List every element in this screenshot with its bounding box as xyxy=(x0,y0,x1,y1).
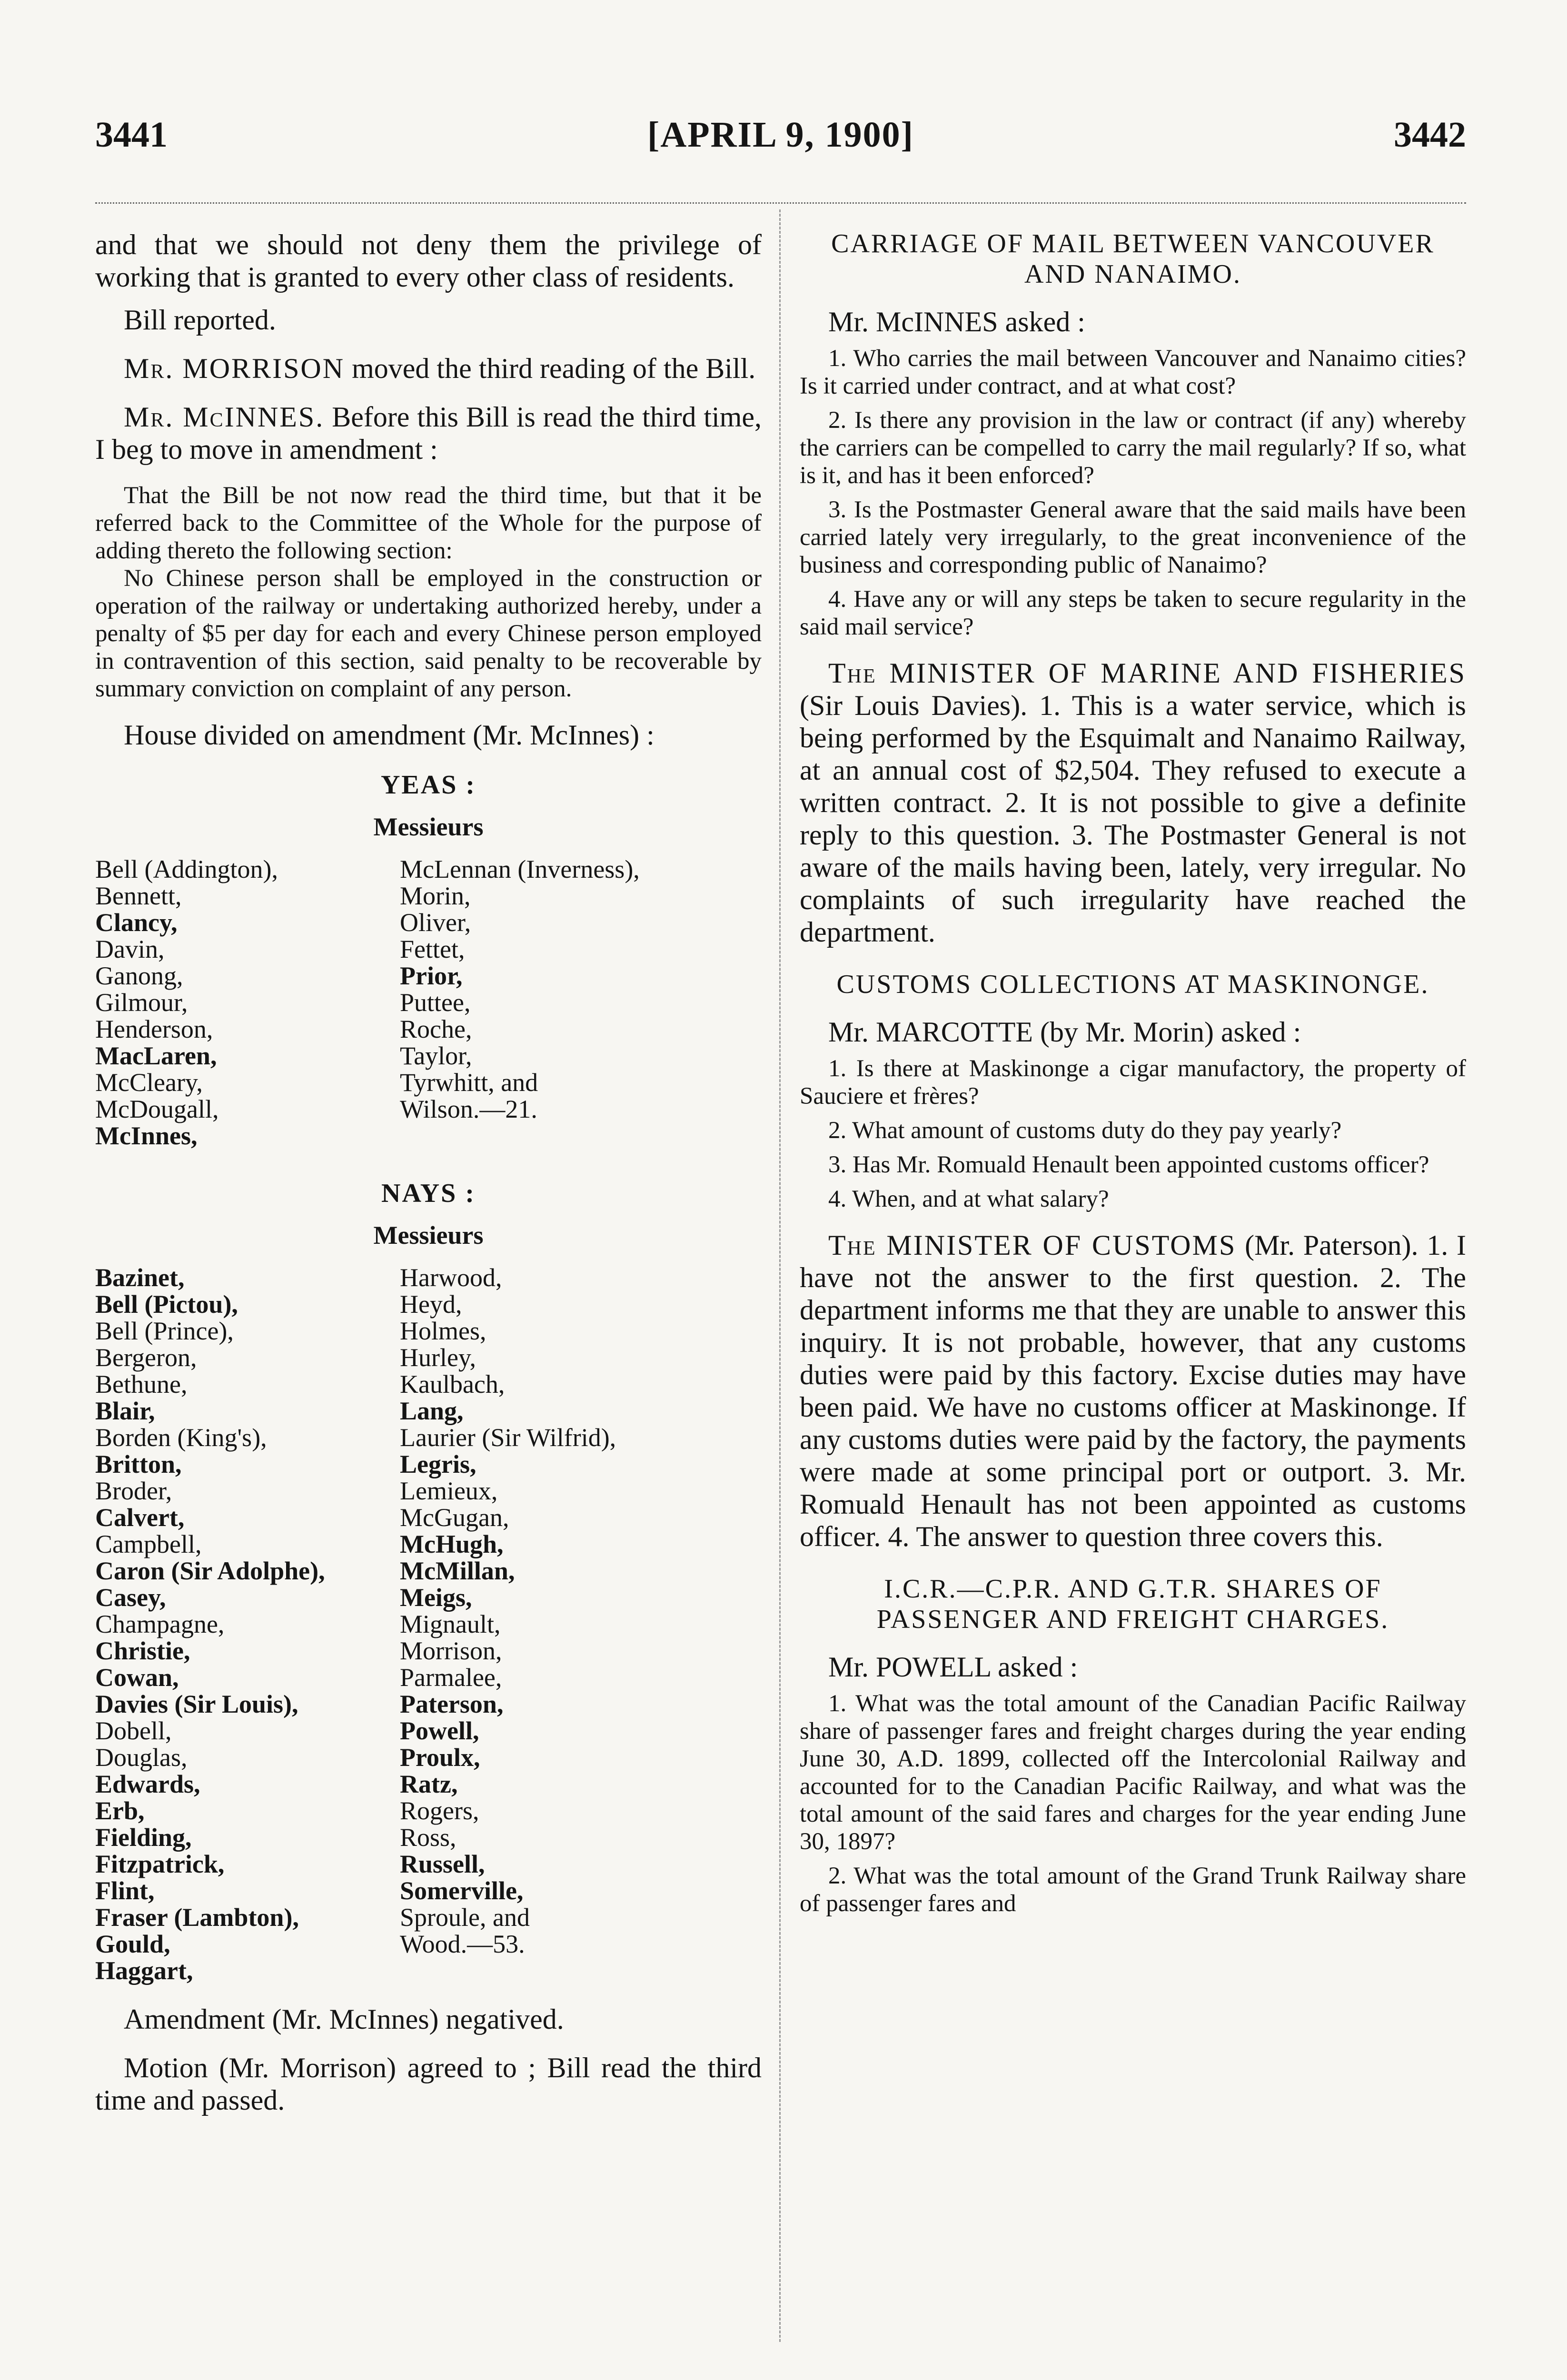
member-name: McCleary, xyxy=(95,1068,203,1097)
right-column xyxy=(800,228,1466,1917)
mcinnes-amendment-intro xyxy=(95,401,762,466)
question-item: 1. Is there at Maskinonge a cigar manufactory, the property of Sauciere et frères? xyxy=(800,1055,1466,1110)
member-name: Fielding, xyxy=(95,1823,192,1852)
speaker-morrison: Mr. MORRISON xyxy=(124,353,345,384)
morrison-motion xyxy=(95,352,762,385)
member-name: Russell, xyxy=(400,1850,485,1878)
member-name: Campbell, xyxy=(95,1530,202,1558)
yeas-column-1 xyxy=(95,856,400,1149)
page-date: [APRIL 9, 1900] xyxy=(647,115,914,155)
member-name: Bethune, xyxy=(95,1370,188,1398)
member-name: Bell (Prince), xyxy=(95,1317,234,1345)
nays-title: NAYS : xyxy=(381,1179,476,1208)
question-item: 2. What was the total amount of the Grand Trunk Railway share of passenger fares and xyxy=(800,1863,1466,1917)
member-name: Mignault, xyxy=(400,1610,501,1638)
amendment-text-1: That the Bill be not now read the third time, but that it be referred back to the Committee of the Whole for the purpose of adding thereto the following section: xyxy=(95,482,762,564)
mcinnes-text: Before this Bill is read the third time, I beg to move in amendment : xyxy=(95,401,762,465)
motion-passed: Motion (Mr. Morrison) agreed to ; Bill read the third time and passed. xyxy=(95,2052,762,2116)
member-name: Fraser (Lambton), xyxy=(95,1903,299,1932)
header-rule xyxy=(95,202,1466,204)
member-name: Legris, xyxy=(400,1450,476,1478)
member-name: Powell, xyxy=(400,1716,479,1745)
member-name: Harwood, xyxy=(400,1263,502,1292)
answer-2-text: (Mr. Paterson). 1. I have not the answer to the first question. 2. The department informs me that they are unable to answer this inquiry. It is not probable, however, that any customs duties were paid by this factory. Excise duties may have been paid. We have no customs officer at Maskinonge. If any customs duties were paid by the factory, the payments were made at some principal port or outport. 3. Mr. Romuald Henault has not been appointed as customs officer. 4. The answer to question three covers this. xyxy=(800,1230,1467,1552)
member-name: Caron (Sir Adolphe), xyxy=(95,1557,325,1585)
member-name: Heyd, xyxy=(400,1290,462,1319)
member-name: Kaulbach, xyxy=(400,1370,505,1398)
answer-2 xyxy=(800,1229,1466,1553)
member-name: Gilmour, xyxy=(95,988,188,1017)
question-item: 1. What was the total amount of the Canadian Pacific Railway share of passenger fares and freight charges during the year ending June 30, A.D. 1899, collected off the Intercolonial Railway and accounted for to the Canadian Pacific Railway, and what was the total amount of the said fares and charges for the year ending June 30, 1897? xyxy=(800,1690,1466,1855)
member-name: Bennett, xyxy=(95,882,182,910)
yeas-messieurs: Messieurs xyxy=(373,813,484,841)
member-name: Fitzpatrick, xyxy=(95,1850,225,1878)
member-name: Morrison, xyxy=(400,1636,502,1665)
member-name: Tyrwhitt, and xyxy=(400,1068,538,1097)
member-name: Taylor, xyxy=(400,1041,472,1070)
member-name: Morin, xyxy=(400,882,471,910)
heading-customs-maskinonge: CUSTOMS COLLECTIONS AT MASKINONGE. xyxy=(836,970,1429,999)
member-name: Gould, xyxy=(95,1930,170,1958)
speaker-marine-fisheries: The MINISTER OF MARINE AND FISHERIES xyxy=(828,657,1466,689)
question-1-items xyxy=(800,345,1466,641)
member-name: Lang, xyxy=(400,1397,464,1425)
nays-list xyxy=(95,1264,762,1984)
member-name: Paterson, xyxy=(400,1690,504,1718)
member-name: Somerville, xyxy=(400,1876,524,1905)
question-item: 4. Have any or will any steps be taken to secure regularity in the said mail service? xyxy=(800,586,1466,640)
member-name: Puttee, xyxy=(400,988,471,1017)
member-name: Rogers, xyxy=(400,1796,479,1825)
answer-1 xyxy=(800,657,1466,948)
member-name: Broder, xyxy=(95,1477,172,1505)
member-name: Blair, xyxy=(95,1397,155,1425)
question-item: 2. Is there any provision in the law or contract (if any) whereby the carriers can be compelled to carry the mail regularly? If so, what is it, and has it been enforced? xyxy=(800,407,1466,489)
question-2-asker: Mr. MARCOTTE (by Mr. Morin) asked : xyxy=(828,1016,1301,1048)
member-name: Ganong, xyxy=(95,962,183,990)
morrison-text: moved the third reading of the Bill. xyxy=(345,353,756,384)
member-name: Flint, xyxy=(95,1876,155,1905)
member-name: McHugh, xyxy=(400,1530,504,1558)
yeas-title: YEAS : xyxy=(380,770,476,800)
house-divided: House divided on amendment (Mr. McInnes) : xyxy=(124,719,655,751)
member-name: Bell (Pictou), xyxy=(95,1290,238,1319)
question-item: 2. What amount of customs duty do they pay yearly? xyxy=(828,1117,1342,1144)
member-name: Henderson, xyxy=(95,1015,213,1043)
yeas-column-2 xyxy=(400,856,762,1149)
speaker-customs: The MINISTER OF CUSTOMS xyxy=(828,1230,1237,1261)
bill-reported: Bill reported. xyxy=(124,304,276,336)
member-name: Davin, xyxy=(95,935,165,963)
question-item: 3. Has Mr. Romuald Henault been appointed customs officer? xyxy=(828,1151,1429,1178)
member-name: MacLaren, xyxy=(95,1041,217,1070)
member-name: Clancy, xyxy=(95,908,178,937)
question-item: 1. Who carries the mail between Vancouver and Nanaimo cities? Is it carried under contract, and at what cost? xyxy=(800,345,1466,399)
member-name: Bell (Addington), xyxy=(95,855,278,883)
left-column xyxy=(95,228,762,2116)
question-3-asker: Mr. POWELL asked : xyxy=(828,1651,1078,1683)
nays-column-2 xyxy=(400,1264,762,1984)
member-name: Wood.—53. xyxy=(400,1930,525,1958)
question-item: 3. Is the Postmaster General aware that the said mails have been carried lately very irregularly, to the great inconvenience of the business and corresponding public of Nanaimo? xyxy=(800,496,1466,578)
speaker-mcinnes: Mr. McINNES. xyxy=(124,401,325,433)
member-name: Prior, xyxy=(400,962,463,990)
member-name: McLennan (Inverness), xyxy=(400,855,640,883)
member-name: Hurley, xyxy=(400,1343,476,1372)
left-paragraph-1: and that we should not deny them the privilege of working that is granted to every other class of residents. xyxy=(95,229,762,293)
question-1-asker: Mr. McINNES asked : xyxy=(828,306,1085,337)
member-name: Sproule, and xyxy=(400,1903,530,1932)
member-name: Christie, xyxy=(95,1636,190,1665)
member-name: Oliver, xyxy=(400,908,471,937)
member-name: Casey, xyxy=(95,1583,166,1612)
member-name: Proulx, xyxy=(400,1743,480,1772)
member-name: Holmes, xyxy=(400,1317,486,1345)
page-number-left: 3441 xyxy=(95,115,168,155)
member-name: Ratz, xyxy=(400,1770,458,1798)
page-number-right: 3442 xyxy=(1394,115,1466,155)
member-name: Wilson.—21. xyxy=(400,1095,537,1123)
member-name: McDougall, xyxy=(95,1095,219,1123)
member-name: Champagne, xyxy=(95,1610,225,1638)
nays-column-1 xyxy=(95,1264,400,1984)
member-name: Laurier (Sir Wilfrid), xyxy=(400,1423,616,1452)
nays-messieurs: Messieurs xyxy=(373,1221,484,1250)
member-name: Douglas, xyxy=(95,1743,188,1772)
member-name: Cowan, xyxy=(95,1663,179,1692)
member-name: Ross, xyxy=(400,1823,456,1852)
question-2-items xyxy=(800,1055,1466,1213)
member-name: Borden (King's), xyxy=(95,1423,267,1452)
member-name: Bergeron, xyxy=(95,1343,197,1372)
member-name: Britton, xyxy=(95,1450,182,1478)
heading-railway-shares: I.C.R.—C.P.R. AND G.T.R. SHARES OF PASSENGER AND FREIGHT CHARGES. xyxy=(876,1574,1389,1634)
member-name: McGugan, xyxy=(400,1503,509,1532)
question-item: 4. When, and at what salary? xyxy=(828,1186,1109,1212)
question-3-items xyxy=(800,1690,1466,1917)
member-name: McMillan, xyxy=(400,1557,515,1585)
heading-mail-carriage: CARRIAGE OF MAIL BETWEEN VANCOUVER AND NANAIMO. xyxy=(831,229,1435,289)
member-name: Roche, xyxy=(400,1015,472,1043)
member-name: Edwards, xyxy=(95,1770,200,1798)
answer-1-text: (Sir Louis Davies). 1. This is a water service, which is being performed by the Esquimalt and Nanaimo Railway, at an annual cost of $2,504. They refused to execute a written contract. 2. It is not possible to give a definite reply to this question. 3. The Postmaster General is not aware of the mails having been, lately, very irregular. No complaints of such irregularity have reached the department. xyxy=(800,690,1466,948)
amendment-negatived: Amendment (Mr. McInnes) negatived. xyxy=(124,2003,564,2035)
member-name: Erb, xyxy=(95,1796,145,1825)
member-name: Meigs, xyxy=(400,1583,472,1612)
column-divider xyxy=(779,209,781,2342)
member-name: Haggart, xyxy=(95,1956,193,1985)
member-name: Bazinet, xyxy=(95,1263,185,1292)
member-name: McInnes, xyxy=(95,1121,198,1150)
member-name: Dobell, xyxy=(95,1716,172,1745)
amendment-text-2: No Chinese person shall be employed in the construction or operation of the railway or undertaking authorized hereby, under a penalty of $5 per day for each and every Chinese person employed in contravention of this section, said penalty to be recoverable by summary conviction on complaint of any person. xyxy=(95,565,762,702)
member-name: Davies (Sir Louis), xyxy=(95,1690,298,1718)
member-name: Fettet, xyxy=(400,935,465,963)
page-header xyxy=(95,114,1466,167)
member-name: Calvert, xyxy=(95,1503,185,1532)
member-name: Parmalee, xyxy=(400,1663,502,1692)
yeas-list xyxy=(95,856,762,1149)
member-name: Lemieux, xyxy=(400,1477,498,1505)
